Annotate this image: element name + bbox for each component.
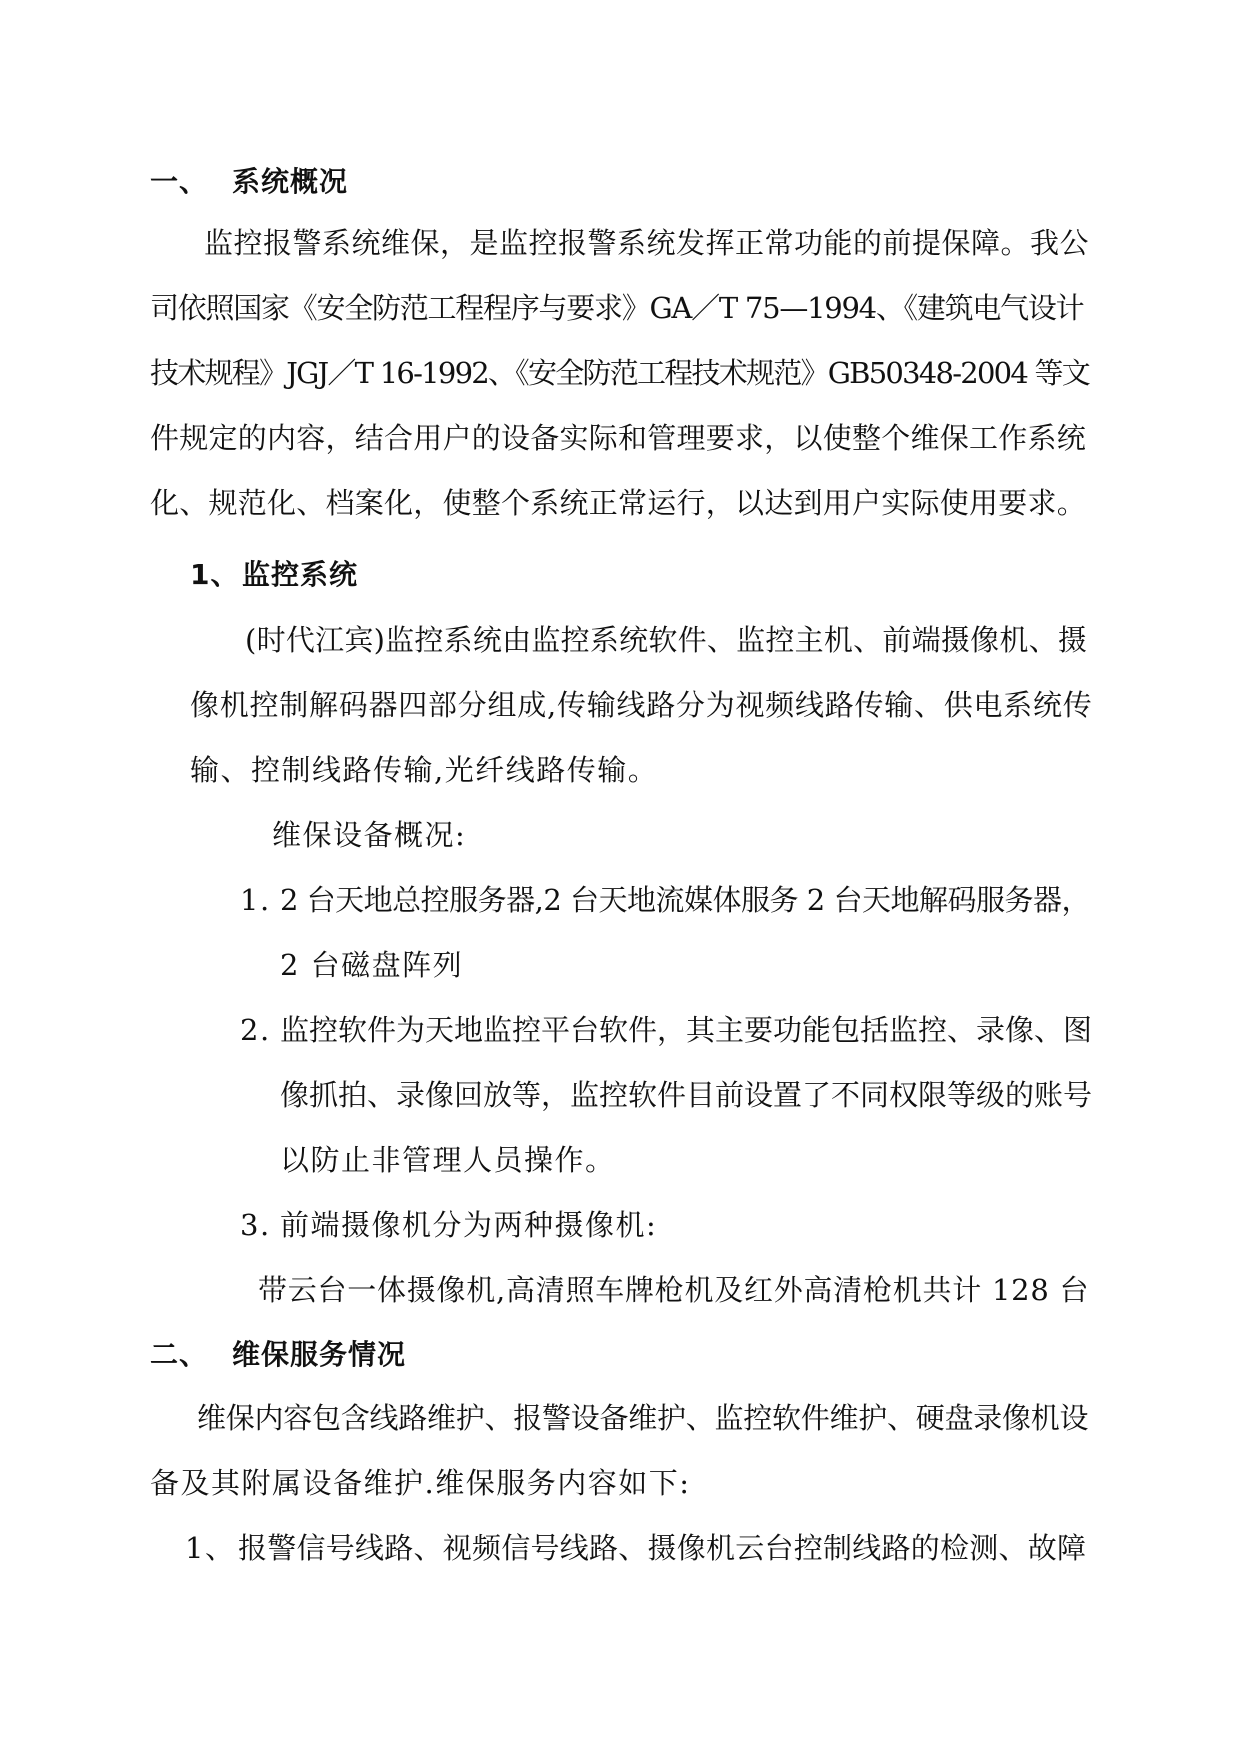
section-number: 一、 [150,165,209,198]
paragraph-line: 司依照国家《安全防范工程程序与要求》GA／T 75—1994、《建筑电气设计 [150,291,1084,325]
list-item-line: 2 台天地总控服务器,2 台天地流媒体服务 2 台天地解码服务器， [280,883,1090,917]
paragraph-line: 件规定的内容，结合用户的设备实际和管理要求，以使整个维保工作系统 [150,421,1087,455]
list-marker: 1、 [185,1531,236,1565]
paragraph-line: 像机控制解码器四部分组成,传输线路分为视频线路传输、供电系统传 [190,688,1093,722]
paragraph-line: 备及其附属设备维护.维保服务内容如下: [150,1466,691,1500]
list-item-line: 像抓拍、录像回放等，监控软件目前设置了不同权限等级的账号 [280,1078,1093,1112]
list-marker: 1. [240,883,271,917]
paragraph-line: 化、规范化、档案化，使整个系统正常运行，以达到用户实际使用要求。 [150,486,1087,520]
section-number: 二、 [150,1338,209,1371]
section-title: 维保服务情况 [232,1338,407,1371]
paragraph-line: 技术规程》JGJ／T 16-1992、《安全防范工程技术规范》GB50348-2004 等文 [150,356,1090,390]
equipment-intro: 维保设备概况: [272,818,467,852]
paragraph-line: 监控报警系统维保，是监控报警系统发挥正常功能的前提保障。我公 [204,226,1090,260]
list-item-line: 以防止非管理人员操作。 [280,1143,616,1177]
paragraph-line: 维保内容包含线路维护、报警设备维护、监控软件维护、硬盘录像机设 [197,1401,1089,1435]
subsection-title: 监控系统 [242,558,359,591]
section-title: 系统概况 [232,165,349,198]
list-item-line: 前端摄像机分为两种摄像机: [280,1208,658,1242]
list-item-line: 2 台磁盘阵列 [280,948,464,982]
subsection-number: 1、 [190,558,240,591]
paragraph-line: (时代江宾)监控系统由监控系统软件、监控主机、前端摄像机、摄 [245,623,1088,657]
list-marker: 2. [240,1013,271,1047]
list-marker: 3. [240,1208,271,1242]
list-item-line: 报警信号线路、视频信号线路、摄像机云台控制线路的检测、故障 [238,1531,1087,1565]
list-item-line: 监控软件为天地监控平台软件，其主要功能包括监控、录像、图 [280,1013,1093,1047]
paragraph-line: 输、控制线路传输,光纤线路传输。 [190,753,659,787]
camera-summary: 带云台一体摄像机,高清照车牌枪机及红外高清枪机共计 128 台 [258,1273,1090,1307]
section-heading-1 [150,162,208,202]
